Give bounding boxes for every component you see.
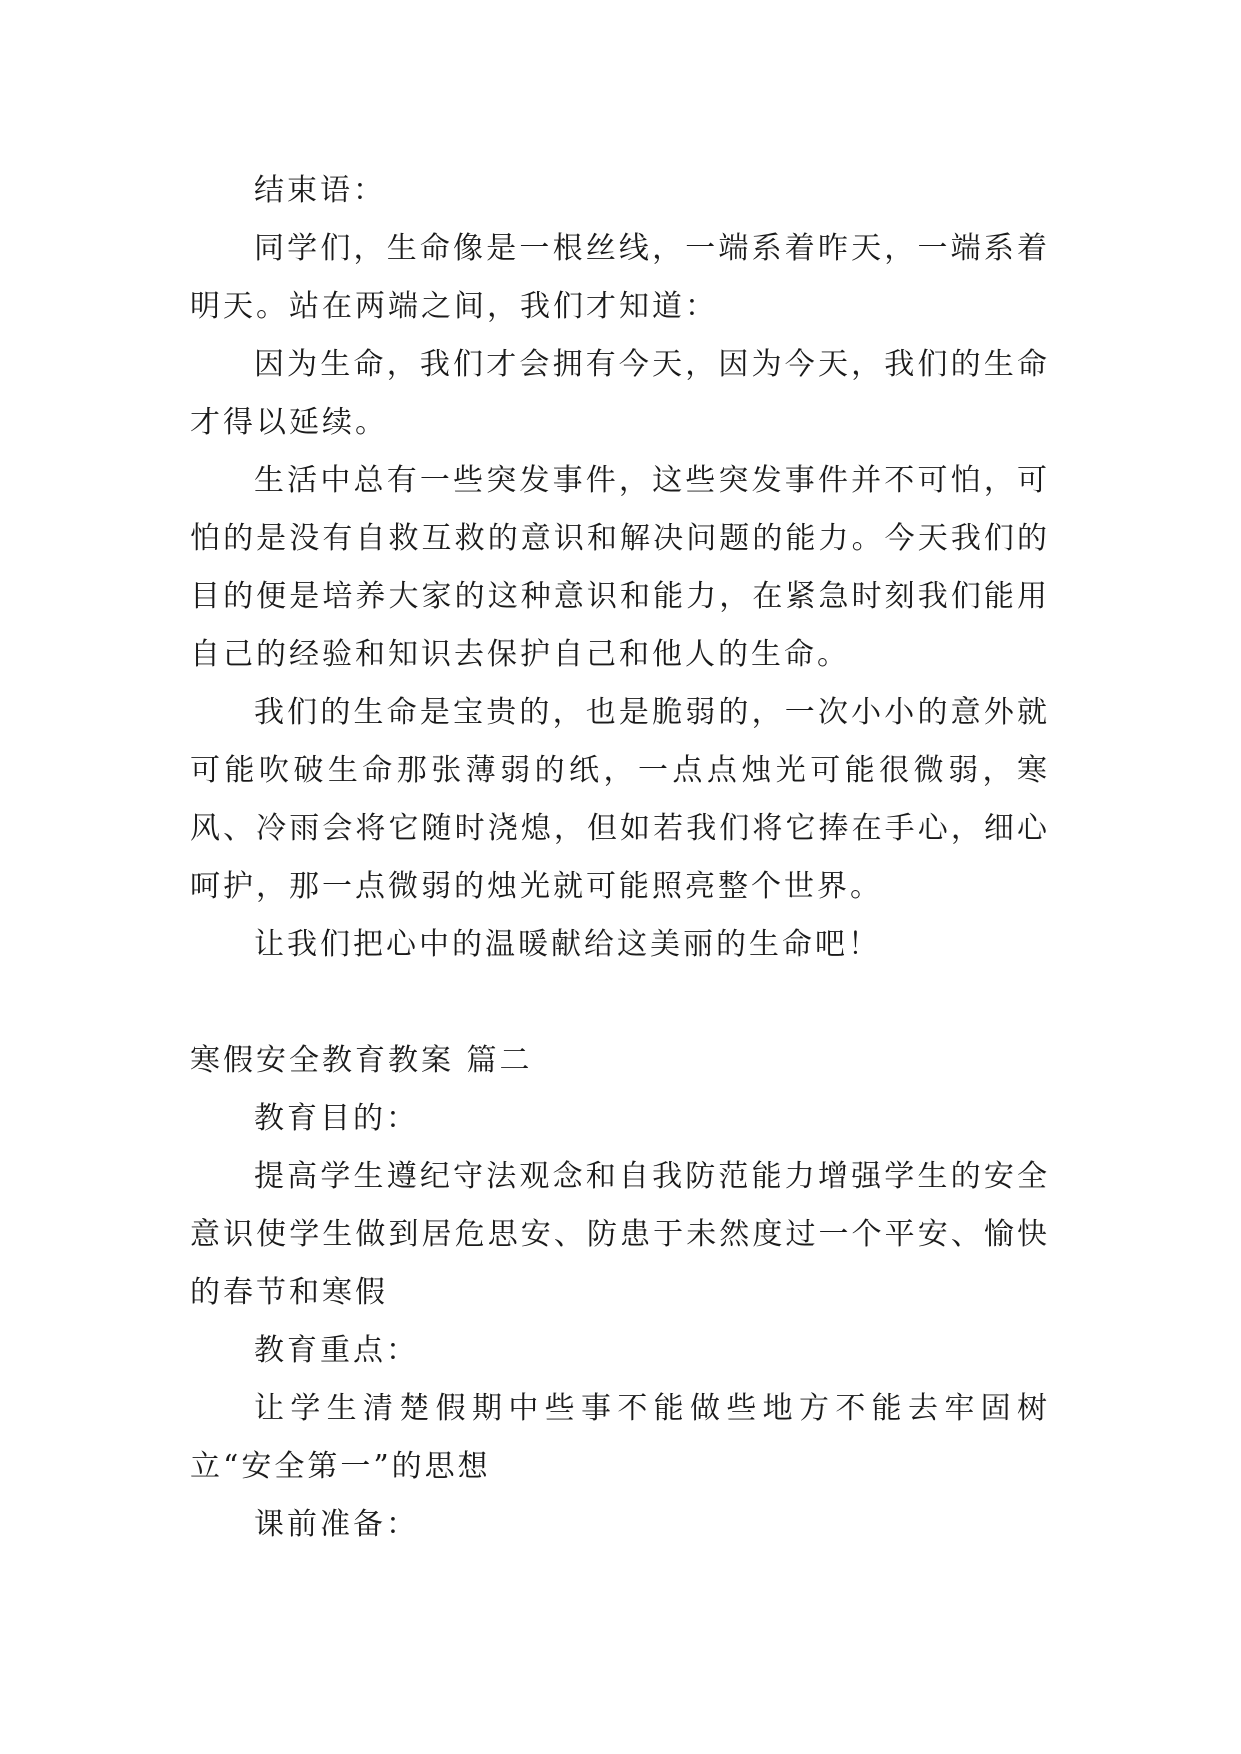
focus-text: 让学生清楚假期中些事不能做些地方不能去牢固树立“安全第一”的思想 — [190, 1391, 1050, 1484]
paragraph-life-thread: 同学们，生命像是一根丝线，一端系着昨天，一端系着明天。站在两端之间，我们才知道： — [190, 231, 1050, 324]
lesson-plan-section — [190, 1090, 1050, 1554]
paragraph-because-of-life: 因为生命，我们才会拥有今天，因为今天，我们的生命才得以延续。 — [190, 347, 1050, 440]
closing-label: 结束语： — [254, 173, 386, 208]
paragraph-emergencies: 生活中总有一些突发事件，这些突发事件并不可怕，可怕的是没有自救互救的意识和解决问题的能力。今天我们的目的便是培养大家的这种意识和能力，在紧急时刻我们能用自己的经验和知识去保护自己和他人的生命。 — [190, 463, 1050, 672]
closing-section — [190, 162, 1050, 974]
paragraph-fragile-life: 我们的生命是宝贵的，也是脆弱的，一次小小的意外就可能吹破生命那张薄弱的纸，一点点烛光可能很微弱，寒风、冷雨会将它随时浇熄，但如若我们将它捧在手心，细心呵护，那一点微弱的烛光就可能照亮整个世界。 — [190, 695, 1050, 904]
focus-label: 教育重点： — [254, 1333, 419, 1368]
goal-label: 教育目的： — [254, 1101, 419, 1136]
prep-label: 课前准备： — [254, 1507, 419, 1542]
paragraph-warmth: 让我们把心中的温暖献给这美丽的生命吧！ — [254, 927, 881, 962]
goal-text: 提高学生遵纪守法观念和自我防范能力增强学生的安全意识使学生做到居危思安、防患于未然度过一个平安、愉快的春节和寒假 — [190, 1159, 1050, 1310]
section-heading: 寒假安全教育教案 篇二 — [190, 1043, 533, 1078]
